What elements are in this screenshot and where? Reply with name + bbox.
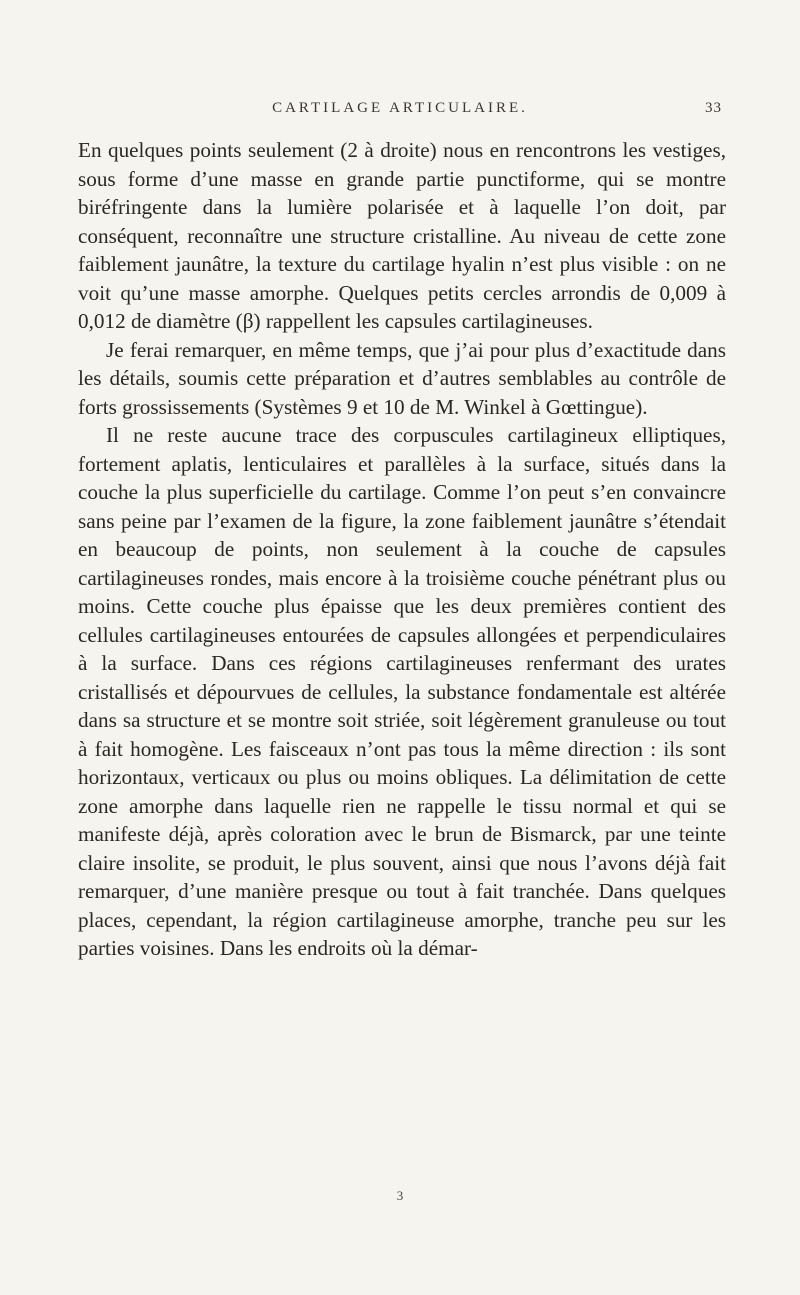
body-text xyxy=(78,136,726,963)
signature-mark: 3 xyxy=(396,1188,404,1203)
page-number: 33 xyxy=(705,100,722,116)
paragraph-3: Il ne reste aucune trace des corpuscules cartilagineux elliptiques, fortement aplatis, lenticulaires et parallèles à la surface, situés dans la couche la plus superficielle du cartilage. Comme l’on peut s’en convaincre sans peine par l’examen de la figure, la zone faiblement jaunâtre s’étendait en beaucoup de points, non seulement à la couche de capsules cartilagineuses rondes, mais encore à la troisième couche pénétrant plus ou moins. Cette couche plus épaisse que les deux premières contient des cellules cartilagineuses entourées de capsules allongées et perpendiculaires à la surface. Dans ces régions cartilagineuses renfermant des urates cristallisés et dépourvues de cellules, la substance fondamentale est altérée dans sa structure et se montre soit striée, soit légèrement granuleuse ou tout à fait homogène. Les faisceaux n’ont pas tous la même direction : ils sont horizontaux, verticaux ou plus ou moins obliques. La délimitation de cette zone amorphe dans laquelle rien ne rappelle le tissu normal et qui se manifeste déjà, après coloration avec le brun de Bismarck, par une teinte claire insolite, se produit, le plus souvent, ainsi que nous l’avons déjà fait remarquer, d’une manière presque ou tout à fait tranchée. Dans quelques places, cependant, la région cartilagineuse amorphe, tranche peu sur les parties voisines. Dans les endroits où la démar- xyxy=(78,423,726,960)
paragraph-1: En quelques points seulement (2 à droite) nous en rencontrons les vestiges, sous forme d’une masse en grande partie punctiforme, qui se montre biréfringente dans la lumière polarisée et à laquelle l’on doit, par conséquent, reconnaître une structure cristalline. Au niveau de cette zone faiblement jaunâtre, la texture du cartilage hyalin n’est plus visible : on ne voit qu’une masse amorphe. Quelques petits cercles arrondis de 0,009 à 0,012 de diamètre (β) rappellent les capsules cartilagineuses. xyxy=(78,138,726,333)
running-head xyxy=(0,100,800,122)
paragraph-2: Je ferai remarquer, en même temps, que j’ai pour plus d’exactitude dans les détails, soumis cette préparation et d’autres semblables au contrôle de forts grossissements (Systèmes 9 et 10 de M. Winkel à Gœttingue). xyxy=(78,337,726,419)
running-title: CARTILAGE ARTICULAIRE. xyxy=(272,100,528,116)
